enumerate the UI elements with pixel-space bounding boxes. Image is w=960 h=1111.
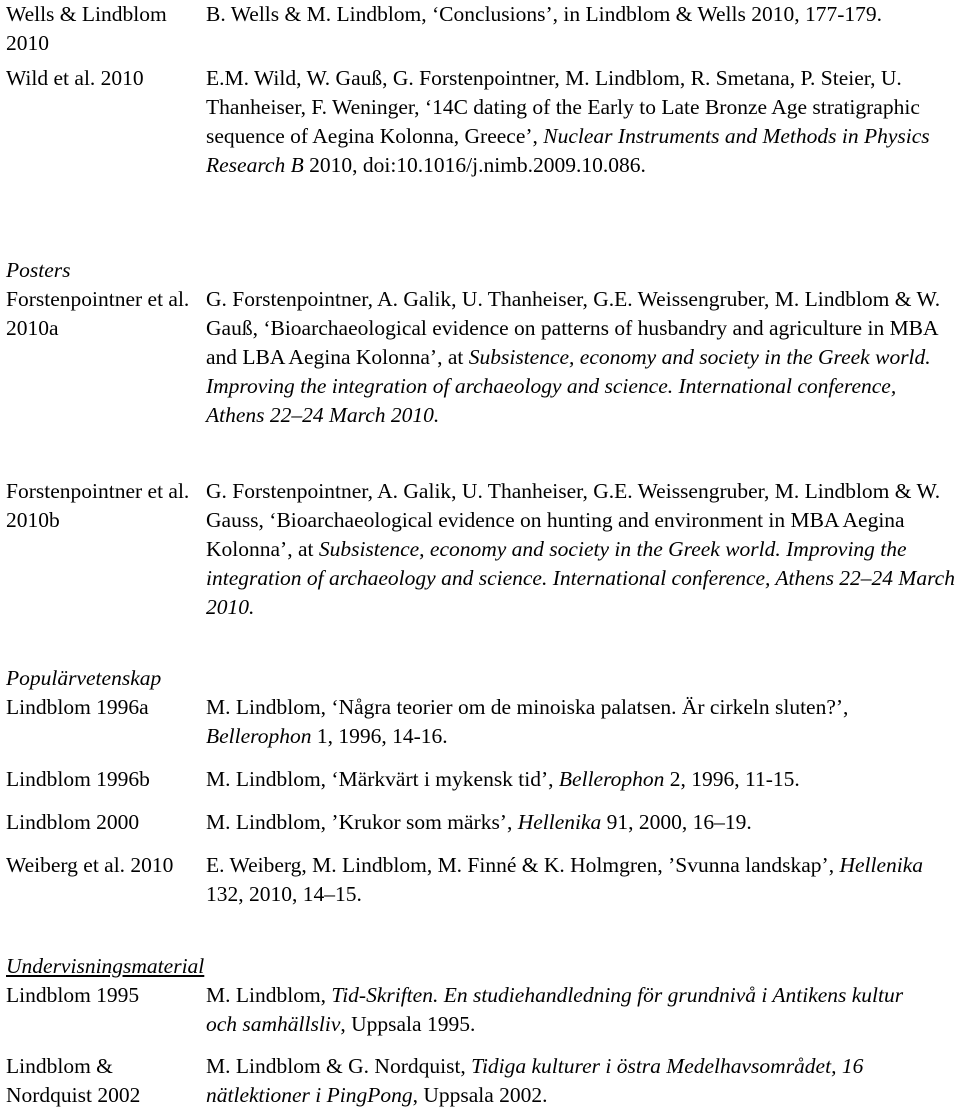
- reference-text-tail: 91, 2000, 16–19.: [601, 810, 752, 834]
- reference-key: Lindblom 1996b: [6, 767, 150, 791]
- reference-journal: Bellerophon: [206, 724, 312, 748]
- reference-text-plain: M. Lindblom, ‘Märkvärt i mykensk tid’,: [206, 767, 559, 791]
- reference-text: [206, 1052, 960, 1110]
- reference-text: [206, 477, 956, 622]
- reference-title: Tid-Skriften. En studiehandledning för grundnivå i Antikens kultur och samhällsliv: [206, 983, 904, 1036]
- reference-key: Forstenpointner et al. 2010b: [6, 479, 190, 532]
- reference-text-tail: 2010, doi:10.1016/j.nimb.2009.10.086.: [303, 153, 646, 177]
- section-heading-popular-science: Populärvetenskap: [6, 666, 162, 690]
- reference-title: Tidiga kulturer i östra Medelhavsområdet, 16 nätlektioner i PingPong: [206, 1054, 864, 1107]
- reference-text: B. Wells & M. Lindblom, ‘Conclusions’, in Lindblom & Wells 2010, 177-179.: [206, 2, 882, 26]
- reference-key: Lindblom & Nordquist 2002: [6, 1054, 141, 1107]
- reference-text-tail: , Uppsala 2002.: [412, 1083, 548, 1107]
- reference-text-plain: M. Lindblom, ‘Några teorier om de minoiska palatsen. Är cirkeln sluten?’,: [206, 695, 849, 719]
- reference-venue: Subsistence, economy and society in the Greek world. Improving the integration of archaeology and science. International conference, Athens 22–24 March 2010.: [206, 537, 955, 619]
- reference-journal: Hellenika: [517, 810, 602, 834]
- reference-key: Lindblom 1996a: [6, 695, 149, 719]
- reference-text-tail: 2, 1996, 11-15.: [664, 767, 800, 791]
- reference-key: Forstenpointner et al. 2010a: [6, 287, 190, 340]
- reference-key: Wells & Lindblom 2010: [6, 2, 167, 55]
- reference-journal: Bellerophon: [558, 767, 665, 791]
- reference-text-plain: E.M. Wild, W. Gauß, G. Forstenpointner, M. Lindblom, R. Smetana, P. Steier, U. Thanheiser, F. Weninger, ‘14C dating of the Early to Late Bronze Age stratigraphic sequence of Aegina Kolonna, Greece’,: [206, 66, 920, 148]
- reference-key: Lindblom 1995: [6, 983, 140, 1007]
- reference-text-plain: M. Lindblom,: [206, 983, 332, 1007]
- section-heading-posters: Posters: [6, 258, 71, 282]
- reference-text: [206, 285, 956, 430]
- reference-entry: [6, 0, 956, 58]
- reference-venue: Subsistence, economy and society in the Greek world. Improving the integration of archaeology and science. International conference, Athens 22–24 March 2010.: [206, 345, 931, 427]
- reference-journal: Nuclear Instruments and Methods in Physics Research B: [206, 124, 930, 177]
- reference-text-plain: G. Forstenpointner, A. Galik, U. Thanheiser, G.E. Weissengruber, M. Lindblom & W. Gauss, ‘Bioarchaeological evidence on hunting and environment in MBA Aegina Kolonna’, at: [206, 479, 941, 561]
- reference-text-plain: G. Forstenpointner, A. Galik, U. Thanheiser, G.E. Weissengruber, M. Lindblom & W. Gauß, ‘Bioarchaeological evidence on patterns of husbandry and agriculture in MBA and LBA Aegina Kolonna’, at: [206, 287, 941, 369]
- reference-text: [206, 64, 956, 180]
- reference-key: Weiberg et al. 2010: [6, 853, 174, 877]
- reference-text-tail: , Uppsala 1995.: [340, 1012, 476, 1036]
- reference-journal: Hellenika: [839, 853, 924, 877]
- reference-key: Lindblom 2000: [6, 810, 140, 834]
- reference-text: [206, 808, 960, 837]
- reference-text-plain: E. Weiberg, M. Lindblom, M. Finné & K. Holmgren, ’Svunna landskap’,: [206, 853, 840, 877]
- reference-text: [206, 981, 906, 1039]
- reference-text-plain: M. Lindblom & G. Nordquist,: [206, 1054, 472, 1078]
- reference-text: [206, 765, 960, 794]
- reference-text-plain: M. Lindblom, ’Krukor som märks’,: [206, 810, 518, 834]
- reference-text-tail: 1, 1996, 14-16.: [311, 724, 448, 748]
- reference-text-tail: 132, 2010, 14–15.: [206, 882, 362, 906]
- reference-text: [206, 851, 960, 909]
- reference-text: [206, 693, 906, 751]
- reference-key: Wild et al. 2010: [6, 66, 144, 90]
- section-heading-teaching-material: Undervisningsmaterial: [6, 954, 205, 978]
